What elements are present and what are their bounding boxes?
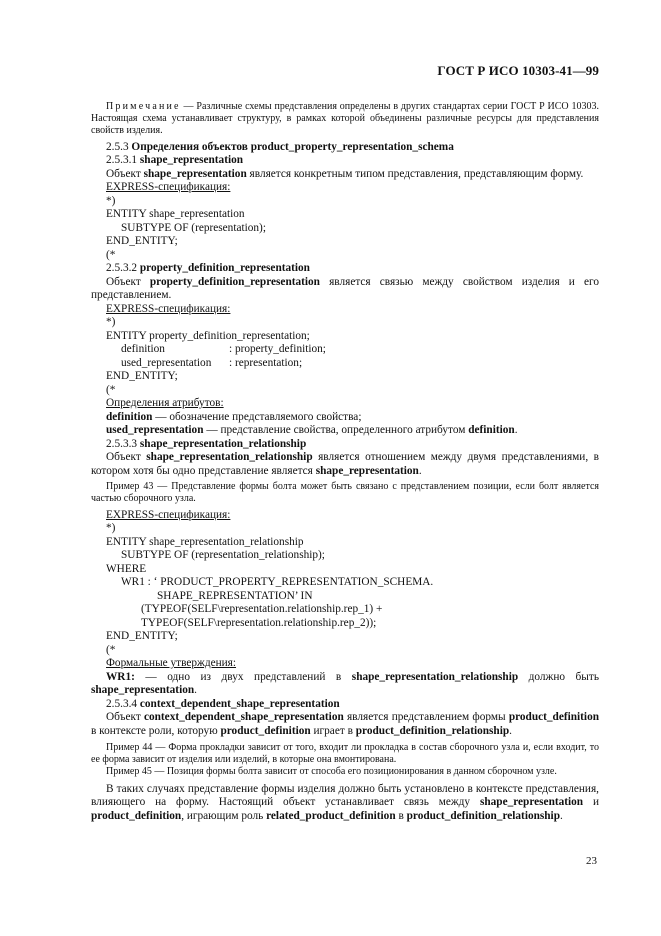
term: definition — [106, 410, 153, 423]
text: — обозначение представляемого свойства; — [152, 410, 362, 423]
text: играет в — [310, 724, 356, 737]
code-line: WHERE — [106, 562, 147, 575]
section-2-5-3-1-heading — [91, 154, 599, 168]
text: — представление свойства, определенного атрибутом — [203, 424, 469, 437]
code-line: SUBTYPE OF (representation_relationship); — [121, 549, 325, 562]
text: в контексте роли, которую — [91, 724, 221, 737]
code-line: (* — [106, 643, 116, 656]
example-44: Пример 44 — Форма прокладки зависит от того, входит ли прокладка в состав сборочного узла и, если входит, то ее форма зависит от изделия или изделий, в которые она вмонтирована. — [91, 742, 599, 766]
note-text: — Различные схемы представления определены в других стандартах серии ГОСТ Р ИСО 10303. Настоящая схема устанавливает структуру, в рамках которой объединены различные ресурсы для представления свойств изделия. — [91, 101, 599, 137]
section-number: 2.5.3.4 — [106, 697, 140, 710]
text: является отношением между двумя представлениями, в котором хотя бы одно представление является — [91, 451, 599, 477]
text: — одно из двух представлений в — [134, 670, 352, 683]
term: context_dependent_shape_representation — [143, 711, 344, 724]
page-number: 23 — [586, 855, 597, 867]
section-2-5-3-3-heading — [91, 438, 599, 452]
term: product_definition — [220, 724, 311, 737]
term: property_definition_representation — [149, 275, 320, 288]
code-line: ENTITY shape_representation_relationship — [106, 535, 304, 548]
code-line: END_ENTITY; — [106, 370, 178, 383]
term: product_definition_relationship — [355, 724, 510, 737]
text: является связью между свойством изделия и его представлением. — [91, 275, 599, 302]
section-title: property_definition_representation — [139, 262, 310, 275]
express-spec-label: EXPRESS-спецификация: — [106, 302, 231, 315]
code-line: *) — [106, 522, 116, 535]
attribute-name: definition — [121, 343, 165, 356]
code-line: (* — [106, 248, 116, 261]
code-line: (TYPEOF(SELF\representation.relationship.rep_1) + — [141, 603, 383, 616]
term: related_product_definition — [266, 809, 396, 822]
section-2-5-3-2-heading — [91, 262, 599, 276]
text: является представлением формы — [343, 711, 509, 724]
section-2-5-3-2-paragraph — [91, 276, 599, 303]
term: shape_representation — [315, 464, 419, 477]
text: . — [514, 424, 518, 437]
code-line: (* — [106, 383, 116, 396]
term: product_definition_relationship — [406, 809, 560, 822]
code-line: TYPEOF(SELF\representation.relationship.rep_2)); — [141, 616, 377, 629]
attribute-type: : property_definition; — [229, 343, 326, 356]
text: . — [559, 809, 563, 822]
text: . — [194, 684, 197, 697]
attribute-name: used_representation — [121, 356, 212, 369]
document-header: ГОСТ Р ИСО 10303-41—99 — [437, 63, 599, 78]
code-line: *) — [106, 194, 116, 207]
attribute-row — [91, 357, 599, 371]
section-title: shape_representation_relationship — [139, 437, 307, 450]
term: product_definition — [91, 809, 182, 822]
section-number: 2.5.3.1 — [106, 154, 140, 167]
term: shape_representation_relationship — [146, 451, 313, 464]
formal-statements-label: Формальные утверждения: — [106, 657, 237, 670]
section-2-5-3-1-paragraph — [91, 168, 599, 182]
text: , играющим роль — [181, 809, 267, 822]
code-line: SHAPE_REPRESENTATION’ IN — [157, 589, 313, 602]
term: product_definition — [508, 711, 599, 724]
attribute-definition — [91, 411, 599, 425]
final-paragraph — [91, 783, 599, 824]
text: . — [509, 724, 512, 737]
section-number: 2.5.3.2 — [106, 262, 140, 275]
example-43: Пример 43 — Представление формы болта может быть связано с представлением позиции, если болт является частью сборочного узла. — [91, 481, 599, 505]
section-title: Определения объектов product_property_representation_schema — [131, 140, 454, 153]
section-2-5-3-3-paragraph — [91, 451, 599, 478]
term: shape_representation — [91, 684, 195, 697]
section-number: 2.5.3.3 — [106, 437, 140, 450]
text: . — [418, 464, 422, 477]
express-spec-label: EXPRESS-спецификация: — [106, 508, 231, 521]
code-line: SUBTYPE OF (representation); — [121, 221, 266, 234]
attribute-definition — [91, 424, 599, 438]
term: shape_representation — [479, 796, 584, 809]
attribute-definitions-label: Определения атрибутов: — [106, 397, 224, 410]
section-2-5-3-4-paragraph — [91, 711, 599, 738]
code-line: END_ENTITY; — [106, 630, 178, 643]
section-2-5-3-heading — [91, 141, 599, 155]
text: Объект — [106, 451, 147, 464]
term: definition — [468, 424, 515, 437]
term: used_representation — [106, 424, 204, 437]
example-45: Пример 45 — Позиция формы болта зависит от способа его позиционирования в данном сборочном узле. — [106, 766, 557, 778]
text: Объект — [106, 275, 150, 288]
section-title: shape_representation — [139, 154, 244, 167]
text: должно быть — [518, 670, 599, 683]
text: В таких случаях представление формы изделия должно быть установлено в контексте представления, влияющего на форму. Настоящий объект устанавливает связь между — [91, 782, 599, 809]
code-line: END_ENTITY; — [106, 235, 178, 248]
term: shape_representation — [143, 167, 247, 180]
section-2-5-3-4-heading — [91, 698, 599, 712]
code-line: WR1 : ‘ PRODUCT_PROPERTY_REPRESENTATION_SCHEMA. — [121, 576, 434, 589]
text: Объект — [106, 167, 144, 180]
note-label: Примечание — [106, 101, 181, 112]
section-title: context_dependent_shape_representation — [139, 697, 340, 710]
term: shape_representation_relationship — [351, 670, 519, 683]
text: и — [583, 796, 600, 809]
formal-statement — [91, 671, 599, 698]
code-line: *) — [106, 316, 116, 329]
note-paragraph — [91, 101, 599, 138]
attribute-row — [91, 343, 599, 357]
code-line: ENTITY property_definition_representation; — [106, 329, 310, 342]
term: WR1: — [106, 670, 135, 683]
attribute-type: : representation; — [229, 356, 303, 369]
text: является конкретным типом представления, представляющим форму. — [246, 167, 584, 180]
text: в — [395, 809, 407, 822]
text: Объект — [106, 711, 144, 724]
code-line: ENTITY shape_representation — [106, 208, 245, 221]
page-content — [91, 101, 599, 823]
section-number: 2.5.3 — [106, 140, 132, 153]
express-spec-label: EXPRESS-спецификация: — [106, 181, 231, 194]
